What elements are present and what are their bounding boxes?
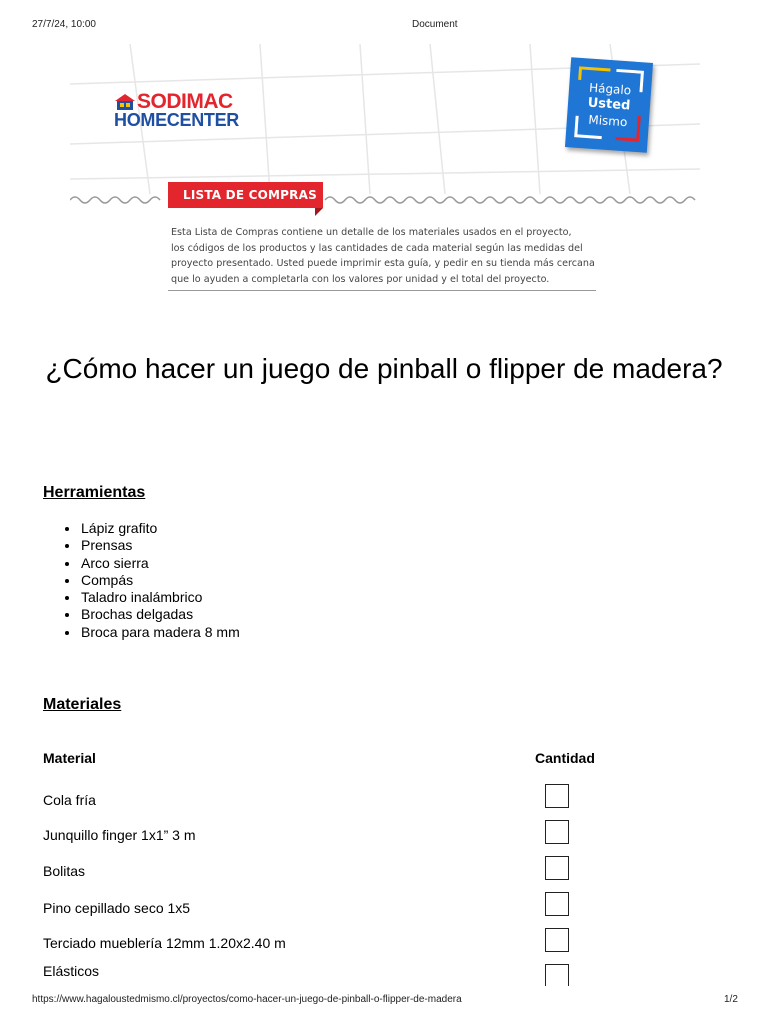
quantity-checkbox[interactable] bbox=[545, 928, 569, 952]
intro-line: los códigos de los productos y las cantidades de cada material según las medidas del bbox=[171, 242, 583, 254]
print-page-number: 1/2 bbox=[724, 994, 738, 1005]
list-item: Arco sierra bbox=[43, 555, 240, 572]
intro-line: Esta Lista de Compras contiene un detalle de los materiales usados en el proyecto, bbox=[171, 227, 572, 238]
house-icon bbox=[114, 93, 136, 111]
material-row-label: Elásticos bbox=[43, 963, 100, 979]
lista-de-compras-ribbon: LISTA DE COMPRAS bbox=[168, 182, 323, 208]
tools-heading: Herramientas bbox=[43, 484, 146, 501]
ribbon-fold bbox=[315, 208, 323, 216]
intro-bottom-rule bbox=[168, 290, 596, 291]
quantity-checkbox[interactable] bbox=[545, 964, 569, 986]
sodimac-homecenter-logo bbox=[114, 92, 239, 129]
quantity-column-header: Cantidad bbox=[535, 750, 595, 766]
hagalo-usted-mismo-badge bbox=[565, 57, 653, 153]
quantity-checkbox[interactable] bbox=[545, 856, 569, 880]
tools-list bbox=[43, 520, 240, 641]
brand-name-sodimac: SODIMAC bbox=[137, 90, 233, 113]
list-item: Prensas bbox=[43, 537, 240, 554]
banner-intro-text bbox=[171, 225, 601, 287]
quantity-checkbox[interactable] bbox=[545, 820, 569, 844]
list-item: Compás bbox=[43, 572, 240, 589]
material-row-label: Bolitas bbox=[43, 863, 86, 879]
material-column-header: Material bbox=[43, 750, 96, 766]
list-item: Brochas delgadas bbox=[43, 606, 240, 623]
material-row-label: Pino cepillado seco 1x5 bbox=[43, 900, 191, 916]
wavy-divider bbox=[70, 190, 700, 210]
intro-line: proyecto presentado. Usted puede imprimir esta guía, y pedir en su tienda más cercana bbox=[171, 258, 595, 269]
badge-text-mismo: Mismo bbox=[587, 112, 628, 130]
material-row-label: Cola fría bbox=[43, 792, 96, 808]
page-title: ¿Cómo hacer un juego de pinball o flipper de madera? bbox=[45, 353, 723, 384]
list-item: Taladro inalámbrico bbox=[43, 589, 240, 606]
badge-text-hagalo: Hágalo bbox=[588, 80, 632, 98]
shopping-list-banner bbox=[70, 44, 700, 296]
material-row-label: Junquillo finger 1x1” 3 m bbox=[43, 827, 196, 843]
print-footer-url: https://www.hagaloustedmismo.cl/proyectos/como-hacer-un-juego-de-pinball-o-flipper-de-madera bbox=[32, 994, 462, 1005]
materials-heading: Materiales bbox=[43, 696, 122, 713]
print-datetime: 27/7/24, 10:00 bbox=[32, 19, 96, 30]
brand-name-homecenter: HOMECENTER bbox=[114, 110, 240, 130]
quantity-checkbox[interactable] bbox=[545, 892, 569, 916]
print-document-title: Document bbox=[412, 19, 458, 30]
material-row-label: Terciado mueblería 12mm 1.20x2.40 m bbox=[43, 935, 286, 951]
intro-line: que lo ayuden a completarla con los valores por unidad y el total del proyecto. bbox=[171, 273, 550, 285]
list-item: Broca para madera 8 mm bbox=[43, 624, 240, 641]
quantity-checkbox[interactable] bbox=[545, 784, 569, 808]
list-item: Lápiz grafito bbox=[43, 520, 240, 537]
badge-text-usted: Usted bbox=[587, 95, 631, 114]
